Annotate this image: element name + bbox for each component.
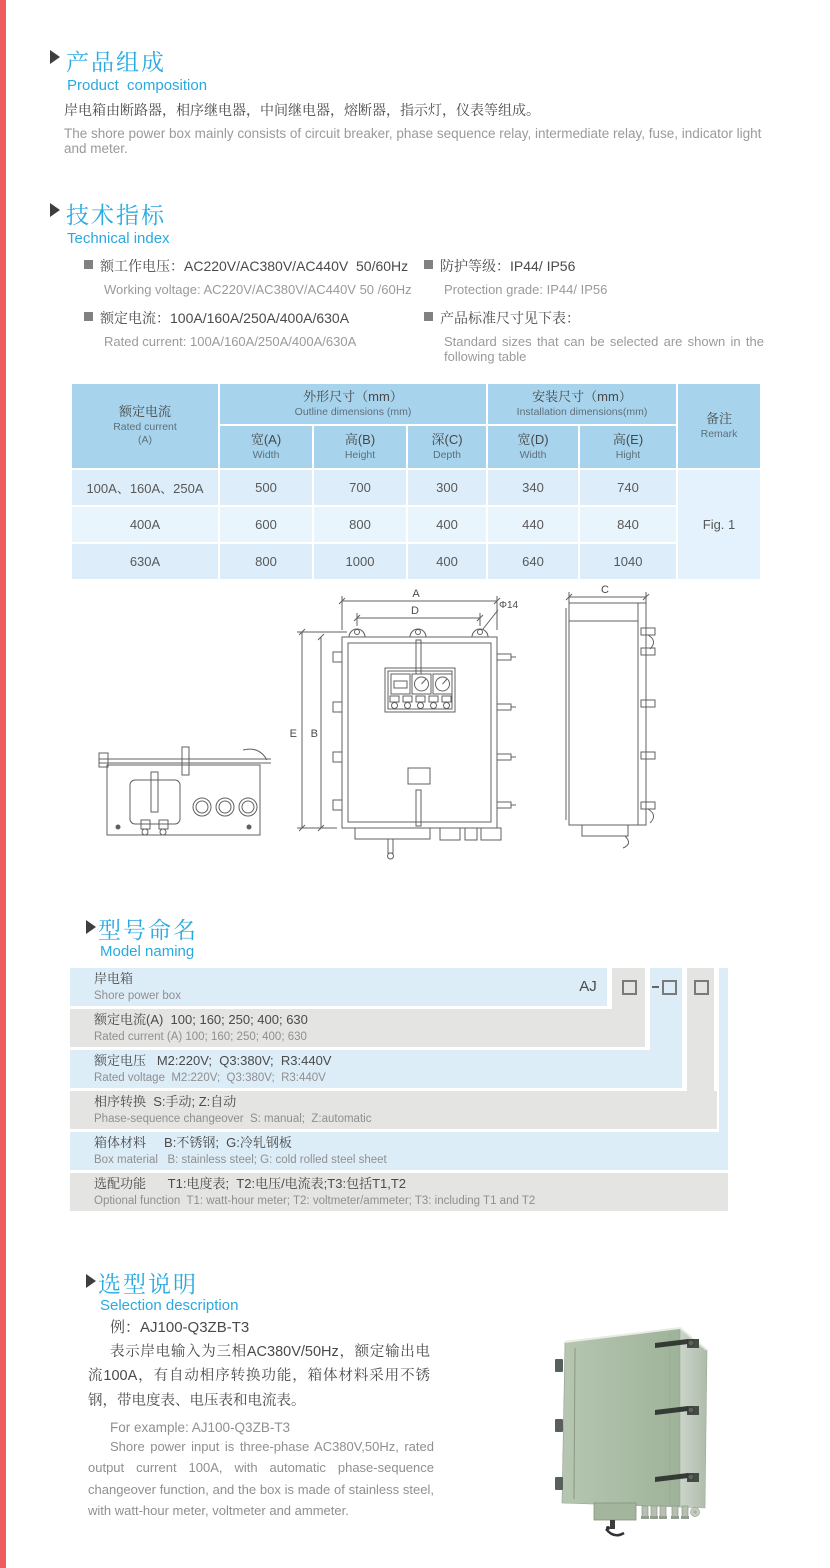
bullet-square-icon [424, 260, 433, 269]
cell-depth-c: 400 [407, 543, 487, 580]
model-row-material: 箱体材料 B:不锈钢; G:冷轧钢板 Box material B: stainless steel; G: cold rolled steel sheet [70, 1132, 728, 1170]
cell-width-a: 600 [219, 506, 313, 543]
cell-depth-c: 400 [407, 506, 487, 543]
left-accent-bar [0, 0, 6, 1568]
header-height-e: 高(E) Hight [579, 425, 677, 469]
table-row [71, 469, 761, 506]
header-install-dims: 安装尺寸（mm） Installation dimensions(mm) [487, 383, 677, 425]
cell-height-e: 740 [579, 469, 677, 506]
bullet-rated-current-zh: 额定电流：100A/160A/250A/400A/630A [100, 310, 350, 326]
model-placeholder-box [622, 980, 637, 995]
selection-paragraph-zh: 表示岸电输入为三相AC380V/50Hz，额定输出电流100A，有自动相序转换功能，箱体材料采用不锈钢，带电度表、电压表和电流表。 [88, 1344, 430, 1409]
dim-label-dia: Φ14 [499, 600, 519, 611]
section-subtitle-technical: Technical index [67, 230, 170, 247]
bullet-standard-size-zh: 产品标准尺寸见下表： [440, 310, 580, 326]
section-subtitle-model-naming: Model naming [100, 943, 195, 960]
model-row-current: 额定电流(A) 100; 160; 250; 400; 630 Rated current (A) 100; 160; 250; 400; 630 [70, 1009, 645, 1047]
dim-label-d: D [411, 605, 419, 617]
cell-height-e: 1040 [579, 543, 677, 580]
composition-body-zh: 岸电箱由断路器，相序继电器，中间继电器，熔断器，指示灯，仪表等组成。 [64, 102, 540, 118]
bullet-working-voltage-en: Working voltage: AC220V/AC380V/AC440V 50 /60Hz [104, 282, 412, 297]
cell-current: 400A [71, 506, 219, 543]
cell-width-d: 640 [487, 543, 579, 580]
section-arrow-icon [86, 1274, 96, 1288]
selection-example-zh: 例：AJ100-Q3ZB-T3 [110, 1319, 250, 1336]
dim-label-e: E [289, 728, 297, 740]
bullet-rated-current-en: Rated current: 100A/160A/250A/400A/630A [104, 334, 357, 349]
model-naming-table [70, 968, 750, 1211]
cell-depth-c: 300 [407, 469, 487, 506]
composition-body-en: The shore power box mainly consists of circuit breaker, phase sequence relay, intermediate relay, fuse, indicator light and meter. [64, 126, 762, 156]
cell-current: 100A、160A、250A [71, 469, 219, 506]
bullet-protection-en: Protection grade: IP44/ IP56 [444, 282, 608, 297]
cell-height-b: 1000 [313, 543, 407, 580]
dim-label-b: B [310, 728, 318, 740]
size-table [70, 382, 760, 581]
table-row [71, 543, 761, 580]
header-width-d: 宽(D) Width [487, 425, 579, 469]
section-subtitle-composition: Product composition [67, 77, 208, 94]
section-title-selection: 选型说明 [98, 1271, 198, 1297]
bullet-square-icon [84, 260, 93, 269]
bullet-standard-size-en: Standard sizes that can be selected are shown in the following table [444, 334, 764, 364]
section-arrow-icon [86, 920, 96, 934]
selection-example-en: For example: AJ100-Q3ZB-T3 [110, 1420, 291, 1435]
model-placeholder-box [662, 980, 677, 995]
model-row-voltage: 额定电压 M2:220V; Q3:380V; R3:440V Rated voltage M2:220V; Q3:380V; R3:440V [70, 1050, 682, 1088]
model-prefix: AJ [579, 978, 597, 995]
header-outline-dims: 外形尺寸（mm） Outline dimensions (mm) [219, 383, 487, 425]
header-depth-c: 深(C) Depth [407, 425, 487, 469]
section-subtitle-selection: Selection description [100, 1297, 239, 1314]
cell-height-b: 700 [313, 469, 407, 506]
bullet-square-icon [424, 312, 433, 321]
cell-remark: Fig. 1 [677, 469, 761, 580]
cell-width-d: 340 [487, 469, 579, 506]
selection-paragraph-en: Shore power input is three-phase AC380V,50Hz, rated output current 100A, with automatic phase-sequence changeover function, and the box is made of stainless steel, with watt-hour meter, voltmeter and ammeter. [88, 1439, 434, 1518]
model-placeholder-box [694, 980, 709, 995]
model-placeholder-dash [652, 986, 659, 988]
header-width-a: 宽(A) Width [219, 425, 313, 469]
section-title-model-naming: 型号命名 [98, 917, 198, 943]
model-row-phase: 相序转换 S:手动; Z:自动 Phase-sequence changeover S: manual; Z:automatic [70, 1091, 717, 1129]
product-photo [552, 1312, 802, 1562]
model-row-product: 岸电箱 Shore power box AJ [70, 968, 607, 1006]
dimension-drawing [85, 580, 735, 880]
cell-width-d: 440 [487, 506, 579, 543]
header-height-b: 高(B) Height [313, 425, 407, 469]
section-arrow-icon [50, 50, 60, 64]
cell-width-a: 500 [219, 469, 313, 506]
section-title-composition: 产品组成 [66, 49, 166, 75]
cell-height-e: 840 [579, 506, 677, 543]
bullet-working-voltage-zh: 额工作电压：AC220V/AC380V/AC440V 50/60Hz [100, 258, 409, 274]
table-row [71, 506, 761, 543]
section-arrow-icon [50, 203, 60, 217]
cell-current: 630A [71, 543, 219, 580]
bullet-protection-zh: 防护等级：IP44/ IP56 [440, 258, 576, 274]
model-row-optional: 选配功能 T1:电度表; T2:电压/电流表;T3:包括T1,T2 Optional function T1: watt-hour meter; T2: voltmeter/ammeter; T3: including T1 and T2 [70, 1173, 728, 1211]
header-remark: 备注 Remark [677, 383, 761, 469]
dim-label-c: C [601, 584, 609, 596]
cell-width-a: 800 [219, 543, 313, 580]
bullet-square-icon [84, 312, 93, 321]
section-title-technical: 技术指标 [66, 202, 166, 228]
dim-label-a: A [412, 588, 420, 600]
cell-height-b: 800 [313, 506, 407, 543]
header-rated-current: 额定电流 Rated current (A) [71, 383, 219, 469]
